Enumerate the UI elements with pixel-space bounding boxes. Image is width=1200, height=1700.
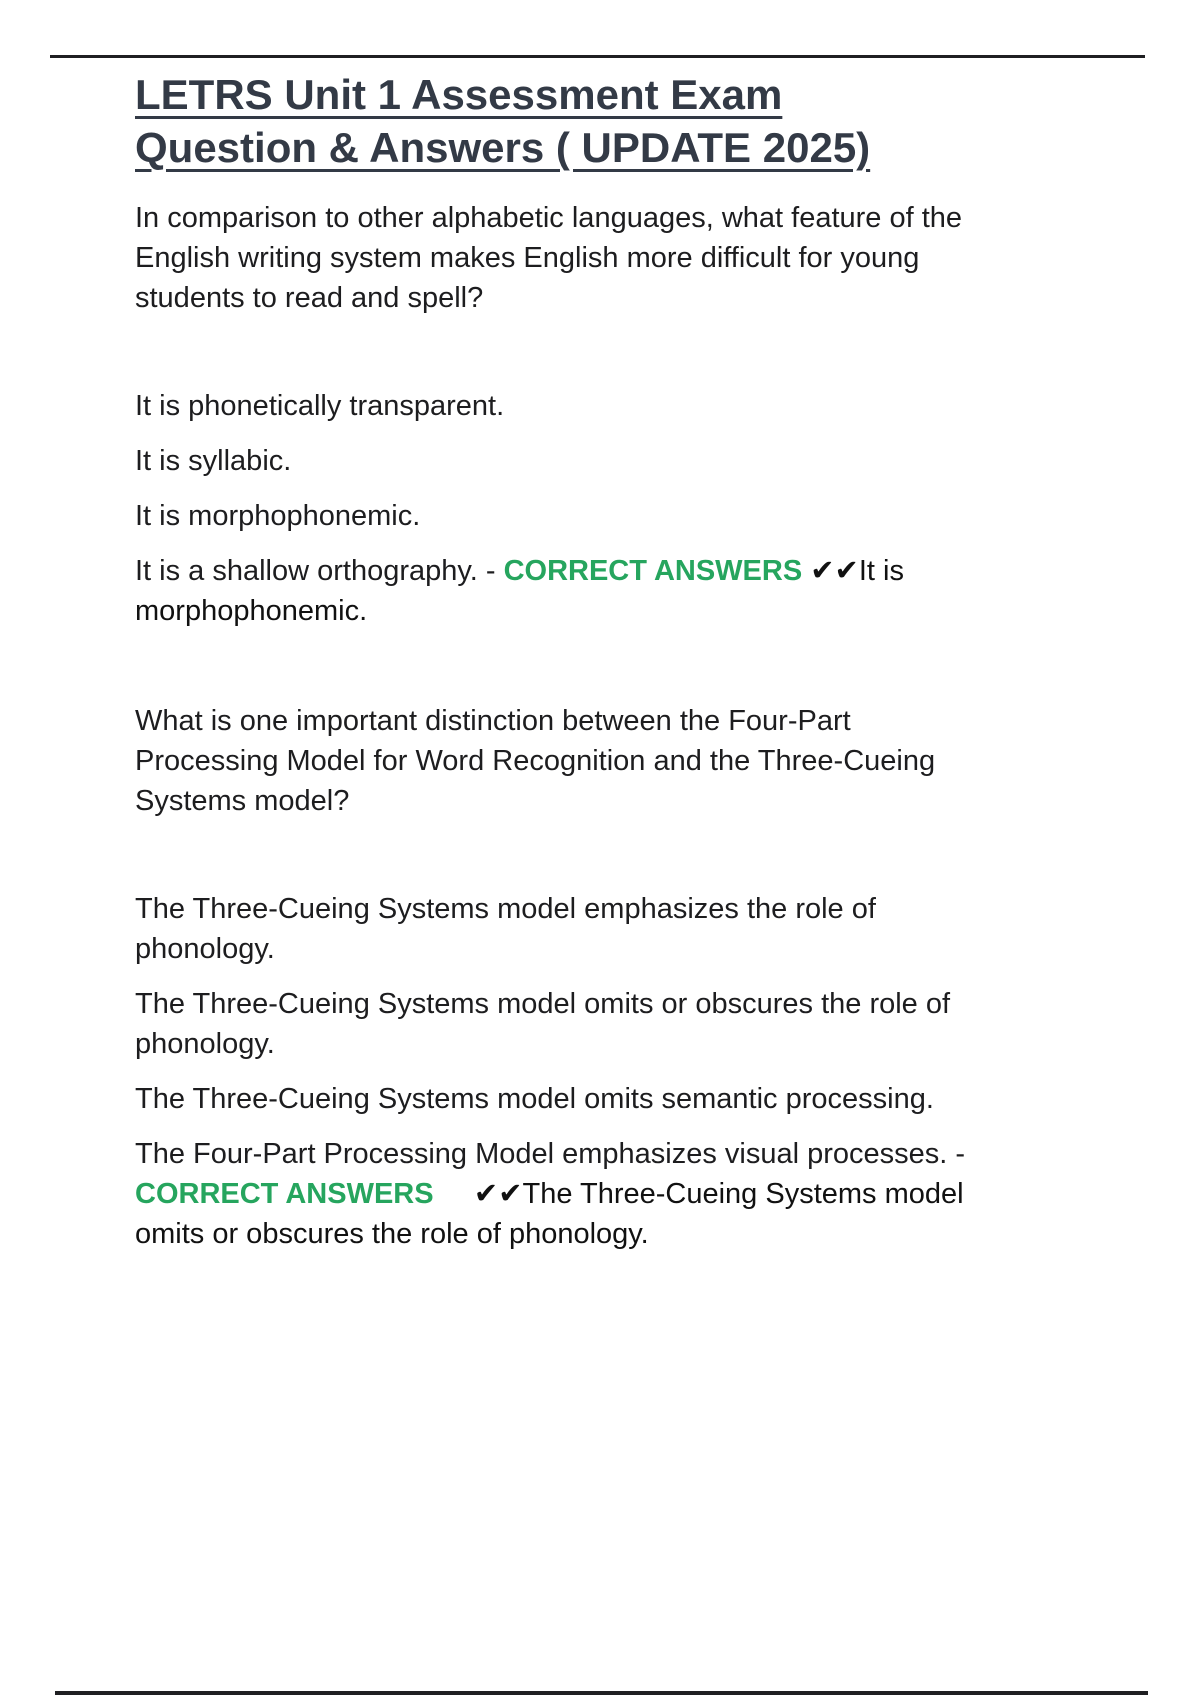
qa-list [135,198,980,1254]
correct-answer-text: ✔✔It is morphophonemic. [135,555,904,627]
correct-answers-label: CORRECT ANSWERS [503,555,803,587]
answer-option-with-key [135,551,980,631]
question-block [135,198,980,631]
question-block [135,701,980,1254]
answer-option: The Three-Cueing Systems model emphasizes the role of phonology. [135,893,876,965]
final-option-text: The Four-Part Processing Model emphasizes visual processes. - [135,1138,966,1170]
answer-option: The Three-Cueing Systems model omits or obscures the role of phonology. [135,988,951,1060]
correct-answers-label: CORRECT ANSWERS [135,1178,434,1210]
bottom-horizontal-rule [55,1691,1148,1695]
page-title-line-2: Question & Answers ( UPDATE 2025) [135,124,871,171]
answer-option-with-key [135,1134,980,1254]
answer-option: The Three-Cueing Systems model omits semantic processing. [135,1083,934,1115]
final-option-text: It is a shallow orthography. - [135,555,504,587]
document-content [135,68,980,1324]
correct-answer-text: ✔✔The Three-Cueing Systems model omits or obscures the role of phonology. [135,1178,964,1250]
question-text: What is one important distinction between the Four-Part Processing Model for Word Recognition and the Three-Cueing Systems model? [135,705,936,817]
answer-option: It is syllabic. [135,445,292,477]
top-horizontal-rule [50,55,1145,58]
question-text: In comparison to other alphabetic languages, what feature of the English writing system makes English more difficult for young students to read and spell? [135,202,963,314]
page-title-line-1: LETRS Unit 1 Assessment Exam [135,71,783,118]
page-title [135,68,980,174]
answer-option: It is morphophonemic. [135,500,421,532]
answer-option: It is phonetically transparent. [135,390,505,422]
